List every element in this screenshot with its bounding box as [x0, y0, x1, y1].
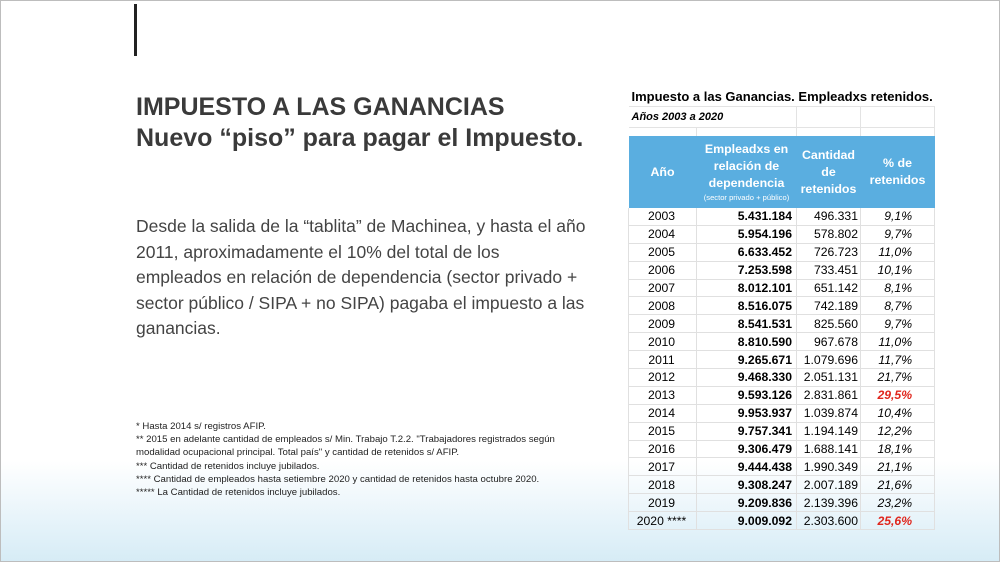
row-year: 2020 ****: [629, 512, 697, 530]
table-body: [629, 208, 935, 530]
row-employees: 5.954.196: [697, 225, 797, 243]
row-pct: 18,1%: [861, 440, 935, 458]
row-year: 2006: [629, 261, 697, 279]
row-year: 2004: [629, 225, 697, 243]
header-employees-note: (sector privado + público): [703, 193, 790, 202]
row-withheld: 1.039.874: [797, 404, 861, 422]
footnotes: [136, 420, 596, 499]
table-row: [629, 297, 935, 315]
row-employees: 7.253.598: [697, 261, 797, 279]
table-row: [629, 279, 935, 297]
row-year: 2014: [629, 404, 697, 422]
row-year: 2019: [629, 494, 697, 512]
table-row: [629, 243, 935, 261]
row-year: 2010: [629, 333, 697, 351]
footnote: ***** La Cantidad de retenidos incluye jubilados.: [136, 487, 341, 499]
row-year: 2011: [629, 351, 697, 369]
accent-bar: [134, 4, 137, 56]
row-pct: 23,2%: [861, 494, 935, 512]
row-year: 2018: [629, 476, 697, 494]
row-pct: 11,0%: [861, 333, 935, 351]
row-withheld: 2.303.600: [797, 512, 861, 530]
row-year: 2005: [629, 243, 697, 261]
row-withheld: 733.451: [797, 261, 861, 279]
row-pct: 10,1%: [861, 261, 935, 279]
footnote: *** Cantidad de retenidos incluye jubilados.: [136, 460, 320, 472]
row-employees: 6.633.452: [697, 243, 797, 261]
table-row: [629, 315, 935, 333]
row-year: 2013: [629, 386, 697, 404]
table-row: [629, 208, 935, 225]
header-pct: % de retenidos: [861, 136, 935, 208]
header-employees-label: Empleadxs en relación de dependencia: [704, 142, 789, 190]
table-row: [629, 404, 935, 422]
row-employees: 9.009.092: [697, 512, 797, 530]
row-withheld: 651.142: [797, 279, 861, 297]
blank-cell: [861, 128, 935, 137]
header-withheld: Cantidad de retenidos: [797, 136, 861, 208]
table-row: [629, 225, 935, 243]
row-year: 2009: [629, 315, 697, 333]
row-employees: 8.810.590: [697, 333, 797, 351]
row-employees: 9.468.330: [697, 369, 797, 387]
row-employees: 8.516.075: [697, 297, 797, 315]
blank-cell: [797, 128, 861, 137]
row-employees: 9.953.937: [697, 404, 797, 422]
slide-title: [136, 92, 606, 154]
table-row: [629, 494, 935, 512]
header-employees: [697, 136, 797, 208]
table-row: [629, 422, 935, 440]
table-row: [629, 351, 935, 369]
table-row: [629, 476, 935, 494]
row-employees: 9.593.126: [697, 386, 797, 404]
row-pct: 21,1%: [861, 458, 935, 476]
row-employees: 9.265.671: [697, 351, 797, 369]
data-table: [628, 86, 935, 530]
row-withheld: 2.007.189: [797, 476, 861, 494]
row-employees: 8.541.531: [697, 315, 797, 333]
blank-cell: [797, 107, 861, 128]
row-pct: 21,7%: [861, 369, 935, 387]
row-year: 2015: [629, 422, 697, 440]
row-withheld: 1.688.141: [797, 440, 861, 458]
row-withheld: 967.678: [797, 333, 861, 351]
table-title: Impuesto a las Ganancias. Empleadxs retenidos.: [629, 86, 935, 107]
row-employees: 9.306.479: [697, 440, 797, 458]
row-pct: 11,7%: [861, 351, 935, 369]
row-withheld: 2.051.131: [797, 369, 861, 387]
row-withheld: 2.831.861: [797, 386, 861, 404]
row-employees: 8.012.101: [697, 279, 797, 297]
row-withheld: 1.079.696: [797, 351, 861, 369]
title-line-1: IMPUESTO A LAS GANANCIAS: [136, 93, 505, 121]
row-pct: 9,7%: [861, 315, 935, 333]
row-pct: 10,4%: [861, 404, 935, 422]
table-subtitle: Años 2003 a 2020: [629, 107, 797, 128]
row-employees: 9.209.836: [697, 494, 797, 512]
table-row: [629, 458, 935, 476]
body-paragraph: Desde la salida de la “tablita” de Machinea, y hasta el año 2011, aproximadamente el 10% del total de los empleados en relación de dependencia (sector privado + sector público / SIPA + no SIPA) pagaba el impuesto a las ganancias.: [136, 216, 586, 338]
row-pct: 29,5%: [861, 386, 935, 404]
title-line-2: Nuevo “piso” para pagar el Impuesto.: [136, 124, 584, 152]
row-pct: 11,0%: [861, 243, 935, 261]
row-year: 2012: [629, 369, 697, 387]
table-row: [629, 261, 935, 279]
row-pct: 12,2%: [861, 422, 935, 440]
row-withheld: 825.560: [797, 315, 861, 333]
row-pct: 8,7%: [861, 297, 935, 315]
row-year: 2008: [629, 297, 697, 315]
row-pct: 25,6%: [861, 512, 935, 530]
row-year: 2016: [629, 440, 697, 458]
row-pct: 9,1%: [861, 208, 935, 225]
data-table-container: [628, 86, 934, 530]
row-pct: 9,7%: [861, 225, 935, 243]
row-withheld: 1.990.349: [797, 458, 861, 476]
row-withheld: 726.723: [797, 243, 861, 261]
row-withheld: 1.194.149: [797, 422, 861, 440]
table-row: [629, 512, 935, 530]
table-row: [629, 386, 935, 404]
table-row: [629, 369, 935, 387]
row-withheld: 742.189: [797, 297, 861, 315]
blank-cell: [697, 128, 797, 137]
row-employees: 9.757.341: [697, 422, 797, 440]
footnote: ** 2015 en adelante cantidad de empleados s/ Min. Trabajo T.2.2. "Trabajadores registrados según modalidad ocupacional principal. Total país" y cantidad de retenidos s/ AFIP.: [136, 434, 555, 459]
row-employees: 9.308.247: [697, 476, 797, 494]
footnote: * Hasta 2014 s/ registros AFIP.: [136, 421, 266, 432]
table-row: [629, 440, 935, 458]
table-row: [629, 333, 935, 351]
header-year: Año: [629, 136, 697, 208]
footnote: **** Cantidad de empleados hasta setiembre 2020 y cantidad de retenidos hasta octubre 2020.: [136, 473, 540, 485]
row-employees: 5.431.184: [697, 208, 797, 225]
row-year: 2007: [629, 279, 697, 297]
row-year: 2017: [629, 458, 697, 476]
blank-cell: [629, 128, 697, 137]
row-employees: 9.444.438: [697, 458, 797, 476]
blank-cell: [861, 107, 935, 128]
row-pct: 21,6%: [861, 476, 935, 494]
row-withheld: 496.331: [797, 208, 861, 225]
row-year: 2003: [629, 208, 697, 225]
row-pct: 8,1%: [861, 279, 935, 297]
row-withheld: 578.802: [797, 225, 861, 243]
row-withheld: 2.139.396: [797, 494, 861, 512]
